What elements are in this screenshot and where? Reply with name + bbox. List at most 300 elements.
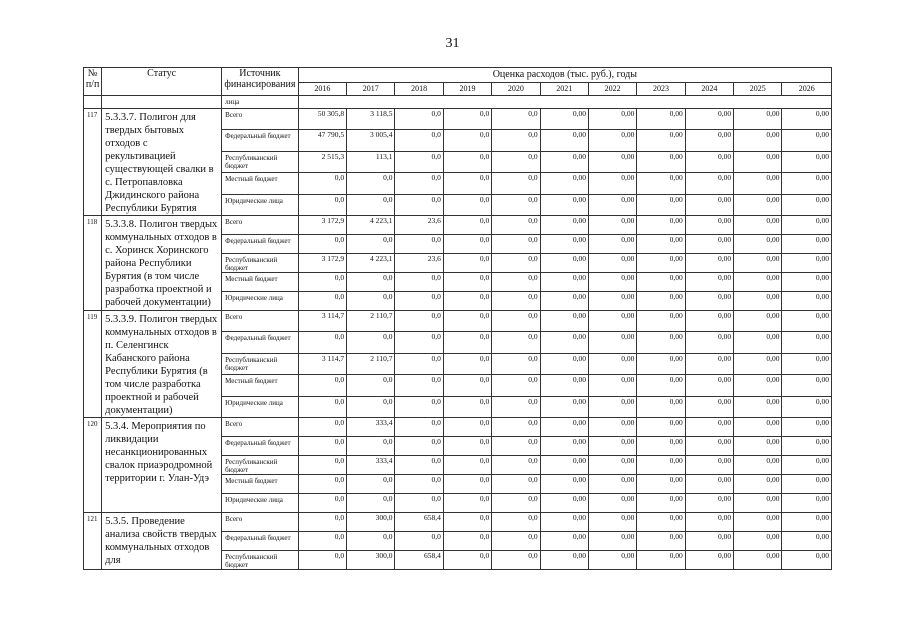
amount-cell: 0,0 [443,130,491,151]
amount-cell: 0,00 [782,532,832,551]
amount-cell: 0,0 [347,292,395,311]
amount-cell: 0,0 [443,494,491,513]
page-number: 31 [445,36,460,51]
amount-cell: 0,00 [637,494,685,513]
amount-cell: 0,00 [782,216,832,235]
amount-cell: 2 515,3 [298,151,346,172]
amount-cell: 0,0 [492,396,540,417]
amount-cell: 0,00 [637,130,685,151]
funding-source: Республиканский бюджет [222,551,299,570]
amount-cell: 0,0 [395,375,443,396]
amount-cell: 0,00 [637,375,685,396]
funding-source: Всего [222,216,299,235]
amount-cell: 0,0 [443,235,491,254]
funding-source: Всего [222,513,299,532]
amount-cell: 0,0 [443,254,491,273]
amount-cell: 0,0 [443,109,491,130]
row-index: 121 [84,513,102,570]
amount-cell: 0,0 [443,216,491,235]
amount-cell: 0,0 [443,311,491,332]
amount-cell: 0,00 [685,273,733,292]
amount-cell: 0,00 [540,494,588,513]
amount-cell: 0,00 [782,437,832,456]
funding-source: Федеральный бюджет [222,532,299,551]
amount-cell: 0,0 [395,235,443,254]
amount-cell: 0,0 [492,437,540,456]
amount-cell: 0,00 [637,194,685,215]
amount-cell: 0,00 [637,216,685,235]
amount-cell: 0,00 [685,437,733,456]
amount-cell: 0,00 [540,194,588,215]
amount-cell: 0,0 [347,396,395,417]
funding-source: Федеральный бюджет [222,437,299,456]
amount-cell: 0,0 [298,513,346,532]
amount-cell: 0,00 [782,273,832,292]
amount-cell: 0,0 [443,194,491,215]
amount-cell: 0,0 [492,353,540,374]
amount-cell: 0,0 [492,475,540,494]
amount-cell: 0,0 [443,532,491,551]
amount-cell: 3 114,7 [298,311,346,332]
table-row [84,311,832,332]
amount-cell: 0,0 [395,311,443,332]
amount-cell: 0,0 [492,375,540,396]
funding-source: Республиканский бюджет [222,353,299,374]
amount-cell: 0,00 [782,194,832,215]
amount-cell: 0,0 [492,311,540,332]
amount-cell: 0,00 [637,513,685,532]
amount-cell: 0,0 [443,475,491,494]
amount-cell: 113,1 [347,151,395,172]
amount-cell: 0,0 [395,273,443,292]
amount-cell: 0,00 [637,173,685,194]
amount-cell: 0,0 [298,332,346,353]
amount-cell: 0,00 [637,532,685,551]
amount-cell: 0,00 [588,292,636,311]
amount-cell: 0,00 [782,456,832,475]
amount-cell: 0,00 [782,551,832,570]
amount-cell: 0,00 [588,494,636,513]
budget-table [83,67,832,570]
amount-cell: 0,00 [540,375,588,396]
amount-cell: 0,0 [395,151,443,172]
amount-cell: 0,0 [492,130,540,151]
amount-cell: 0,0 [492,173,540,194]
amount-cell: 0,00 [637,311,685,332]
amount-cell: 0,00 [637,456,685,475]
amount-cell: 0,0 [492,513,540,532]
amount-cell: 0,00 [588,173,636,194]
amount-cell: 0,00 [734,418,782,437]
amount-cell: 0,00 [637,437,685,456]
header-status: Статус [102,68,222,96]
amount-cell: 2 110,7 [347,311,395,332]
amount-cell: 0,0 [347,194,395,215]
amount-cell: 0,0 [298,418,346,437]
amount-cell: 0,0 [443,332,491,353]
amount-cell: 0,00 [782,418,832,437]
amount-cell: 0,0 [443,173,491,194]
year-header: 2020 [492,83,540,96]
amount-cell: 0,00 [734,513,782,532]
amount-cell: 0,00 [685,551,733,570]
amount-cell: 0,00 [540,456,588,475]
amount-cell: 0,00 [540,513,588,532]
amount-cell: 0,0 [347,273,395,292]
amount-cell: 0,00 [734,151,782,172]
amount-cell: 4 223,1 [347,216,395,235]
amount-cell: 0,00 [588,396,636,417]
row-index: 119 [84,311,102,418]
amount-cell: 0,00 [734,194,782,215]
amount-cell: 0,0 [298,173,346,194]
amount-cell: 0,0 [395,292,443,311]
amount-cell: 0,0 [395,494,443,513]
amount-cell: 0,0 [395,456,443,475]
funding-source: Федеральный бюджет [222,332,299,353]
amount-cell: 0,0 [492,292,540,311]
amount-cell: 3 118,5 [347,109,395,130]
amount-cell: 0,0 [443,513,491,532]
amount-cell: 0,0 [347,532,395,551]
amount-cell: 0,00 [734,216,782,235]
amount-cell: 0,00 [734,130,782,151]
amount-cell: 0,00 [540,254,588,273]
amount-cell: 0,00 [540,418,588,437]
amount-cell: 0,0 [492,273,540,292]
amount-cell: 0,00 [588,375,636,396]
funding-source: Федеральный бюджет [222,130,299,151]
amount-cell: 0,0 [347,173,395,194]
amount-cell: 0,00 [685,109,733,130]
amount-cell: 0,0 [347,375,395,396]
amount-cell: 0,00 [540,311,588,332]
amount-cell: 0,00 [734,173,782,194]
funding-source: Федеральный бюджет [222,235,299,254]
funding-source: Всего [222,418,299,437]
amount-cell: 0,00 [734,475,782,494]
amount-cell: 23,6 [395,216,443,235]
amount-cell: 0,0 [395,332,443,353]
amount-cell: 0,0 [395,475,443,494]
year-header: 2019 [443,83,491,96]
amount-cell: 0,00 [540,396,588,417]
amount-cell: 0,00 [540,353,588,374]
amount-cell: 0,00 [782,396,832,417]
row-index: 117 [84,109,102,216]
amount-cell: 0,00 [734,109,782,130]
amount-cell: 0,00 [588,216,636,235]
funding-source: Местный бюджет [222,475,299,494]
amount-cell: 0,00 [782,494,832,513]
amount-cell: 0,00 [588,109,636,130]
table-row [84,216,832,235]
amount-cell: 0,00 [540,332,588,353]
amount-cell: 0,00 [540,475,588,494]
year-header: 2016 [298,83,346,96]
year-header: 2025 [734,83,782,96]
amount-cell: 2 110,7 [347,353,395,374]
amount-cell: 0,00 [734,456,782,475]
amount-cell: 0,00 [782,332,832,353]
amount-cell: 0,00 [540,532,588,551]
status-title: 5.3.3.8. Полигон твердых коммунальных отходов в с. Хоринск Хоринского района Республики Бурятия (в том числе разработка проектной и рабочей документации) [102,216,222,311]
amount-cell: 0,00 [588,151,636,172]
year-header: 2023 [637,83,685,96]
amount-cell: 0,0 [492,456,540,475]
amount-cell: 0,00 [685,151,733,172]
amount-cell: 0,0 [443,456,491,475]
amount-cell: 0,00 [734,396,782,417]
funding-source: Республиканский бюджет [222,151,299,172]
amount-cell: 0,00 [637,332,685,353]
amount-cell: 23,6 [395,254,443,273]
amount-cell: 0,0 [395,418,443,437]
amount-cell: 658,4 [395,513,443,532]
header-estimate: Оценка расходов (тыс. руб.), годы [298,68,831,83]
amount-cell: 0,0 [298,532,346,551]
amount-cell: 0,00 [540,273,588,292]
amount-cell: 0,0 [298,456,346,475]
funding-source: Местный бюджет [222,375,299,396]
amount-cell: 0,00 [734,311,782,332]
amount-cell: 0,00 [588,332,636,353]
amount-cell: 0,0 [395,532,443,551]
table-row [84,418,832,437]
amount-cell: 47 790,5 [298,130,346,151]
amount-cell: 0,0 [492,551,540,570]
amount-cell: 0,00 [540,437,588,456]
amount-cell: 300,0 [347,551,395,570]
amount-cell: 3 172,9 [298,216,346,235]
amount-cell: 0,00 [782,254,832,273]
amount-cell: 0,0 [395,130,443,151]
amount-cell: 0,00 [685,456,733,475]
amount-cell: 0,0 [347,437,395,456]
table-row [84,109,832,130]
amount-cell: 0,00 [540,235,588,254]
year-header: 2021 [540,83,588,96]
amount-cell: 0,00 [588,273,636,292]
amount-cell: 3 114,7 [298,353,346,374]
amount-cell: 0,00 [685,513,733,532]
carry-over-row [84,96,832,109]
amount-cell: 0,00 [685,532,733,551]
amount-cell: 0,00 [734,292,782,311]
amount-cell: 0,0 [298,396,346,417]
amount-cell: 0,00 [782,151,832,172]
amount-cell: 300,0 [347,513,395,532]
funding-source: Юридические лица [222,494,299,513]
amount-cell: 0,0 [443,375,491,396]
amount-cell: 0,0 [443,151,491,172]
year-header: 2017 [347,83,395,96]
amount-cell: 0,00 [588,456,636,475]
year-header: 2024 [685,83,733,96]
amount-cell: 0,0 [443,396,491,417]
amount-cell: 0,0 [492,532,540,551]
amount-cell: 0,0 [443,292,491,311]
status-title: 5.3.5. Проведение анализа свойств твердых коммунальных отходов для [102,513,222,570]
funding-source: Республиканский бюджет [222,254,299,273]
amount-cell: 0,00 [540,130,588,151]
amount-cell: 0,00 [588,311,636,332]
amount-cell: 0,0 [492,151,540,172]
amount-cell: 0,00 [588,194,636,215]
amount-cell: 0,0 [492,494,540,513]
amount-cell: 0,0 [492,332,540,353]
row-index: 120 [84,418,102,513]
funding-source: Юридические лица [222,292,299,311]
amount-cell: 0,00 [588,235,636,254]
year-header: 2026 [782,83,832,96]
amount-cell: 0,00 [782,311,832,332]
amount-cell: 0,00 [734,254,782,273]
amount-cell: 0,00 [685,194,733,215]
amount-cell: 0,0 [395,353,443,374]
amount-cell: 0,00 [637,151,685,172]
table-row [84,513,832,532]
amount-cell: 0,00 [782,375,832,396]
amount-cell: 0,0 [395,109,443,130]
amount-cell: 0,0 [298,437,346,456]
amount-cell: 0,00 [588,532,636,551]
amount-cell: 0,0 [298,235,346,254]
amount-cell: 0,00 [685,353,733,374]
funding-source: Местный бюджет [222,273,299,292]
amount-cell: 0,00 [637,109,685,130]
amount-cell: 0,0 [298,194,346,215]
amount-cell: 0,00 [588,437,636,456]
amount-cell: 0,00 [782,513,832,532]
amount-cell: 0,00 [637,418,685,437]
header-num: № п/п [84,68,102,96]
amount-cell: 0,0 [492,216,540,235]
amount-cell: 0,0 [443,551,491,570]
amount-cell: 0,0 [298,375,346,396]
amount-cell: 0,00 [588,551,636,570]
amount-cell: 0,0 [395,437,443,456]
amount-cell: 0,0 [347,332,395,353]
amount-cell: 0,00 [685,494,733,513]
amount-cell: 0,0 [347,235,395,254]
amount-cell: 0,00 [685,216,733,235]
amount-cell: 0,0 [347,475,395,494]
amount-cell: 0,00 [540,551,588,570]
amount-cell: 0,0 [443,353,491,374]
amount-cell: 0,0 [395,396,443,417]
funding-source: Всего [222,311,299,332]
amount-cell: 0,0 [492,254,540,273]
amount-cell: 0,00 [734,494,782,513]
amount-cell: 0,0 [298,475,346,494]
amount-cell: 0,00 [637,353,685,374]
amount-cell: 0,00 [637,396,685,417]
amount-cell: 0,0 [298,273,346,292]
amount-cell: 0,00 [685,418,733,437]
amount-cell: 0,00 [782,292,832,311]
amount-cell: 4 223,1 [347,254,395,273]
amount-cell: 0,00 [685,375,733,396]
amount-cell: 0,00 [588,254,636,273]
amount-cell: 0,0 [443,418,491,437]
amount-cell: 0,00 [782,353,832,374]
amount-cell: 0,00 [782,235,832,254]
amount-cell: 0,00 [734,353,782,374]
amount-cell: 0,00 [734,273,782,292]
amount-cell: 0,00 [685,173,733,194]
amount-cell: 50 305,8 [298,109,346,130]
funding-source: Юридические лица [222,396,299,417]
status-title: 5.3.3.7. Полигон для твердых бытовых отходов с рекультивацией существующей свалки в с. Петропавловка Джидинского района Республики Бурятия [102,109,222,216]
amount-cell: 0,0 [347,494,395,513]
amount-cell: 3 005,4 [347,130,395,151]
amount-cell: 0,00 [685,332,733,353]
amount-cell: 0,00 [588,475,636,494]
amount-cell: 0,00 [734,235,782,254]
amount-cell: 0,00 [685,292,733,311]
amount-cell: 333,4 [347,418,395,437]
amount-cell: 0,00 [540,173,588,194]
amount-cell: 0,0 [443,273,491,292]
funding-source: Республиканский бюджет [222,456,299,475]
amount-cell: 0,00 [685,475,733,494]
amount-cell: 0,00 [734,375,782,396]
amount-cell: 0,00 [637,292,685,311]
amount-cell: 0,0 [298,494,346,513]
amount-cell: 0,00 [685,396,733,417]
amount-cell: 333,4 [347,456,395,475]
funding-source: Местный бюджет [222,173,299,194]
amount-cell: 0,00 [782,475,832,494]
amount-cell: 0,00 [734,551,782,570]
amount-cell: 0,0 [395,173,443,194]
amount-cell: 0,0 [298,292,346,311]
amount-cell: 0,00 [588,130,636,151]
amount-cell: 0,00 [782,109,832,130]
amount-cell: 0,00 [637,551,685,570]
amount-cell: 0,00 [540,151,588,172]
amount-cell: 0,00 [540,292,588,311]
status-title: 5.3.4. Мероприятия по ликвидации несанкционированных свалок приаэродромной территории г. Улан-Удэ [102,418,222,513]
amount-cell: 0,0 [492,418,540,437]
amount-cell: 0,00 [782,130,832,151]
funding-source: Всего [222,109,299,130]
funding-source: Юридические лица [222,194,299,215]
amount-cell: 0,00 [637,475,685,494]
amount-cell: 0,00 [685,254,733,273]
amount-cell: 0,00 [734,532,782,551]
amount-cell: 0,00 [588,418,636,437]
amount-cell: 0,00 [685,130,733,151]
amount-cell: 0,00 [782,173,832,194]
amount-cell: 3 172,9 [298,254,346,273]
amount-cell: 0,0 [443,437,491,456]
amount-cell: 0,0 [492,109,540,130]
amount-cell: 0,00 [685,235,733,254]
amount-cell: 0,00 [637,254,685,273]
year-header: 2022 [588,83,636,96]
year-header: 2018 [395,83,443,96]
amount-cell: 0,0 [492,235,540,254]
amount-cell: 0,0 [492,194,540,215]
amount-cell: 0,00 [734,437,782,456]
amount-cell: 0,00 [588,353,636,374]
amount-cell: 0,0 [395,194,443,215]
amount-cell: 0,00 [540,109,588,130]
amount-cell: 0,00 [540,216,588,235]
amount-cell: 0,00 [637,273,685,292]
